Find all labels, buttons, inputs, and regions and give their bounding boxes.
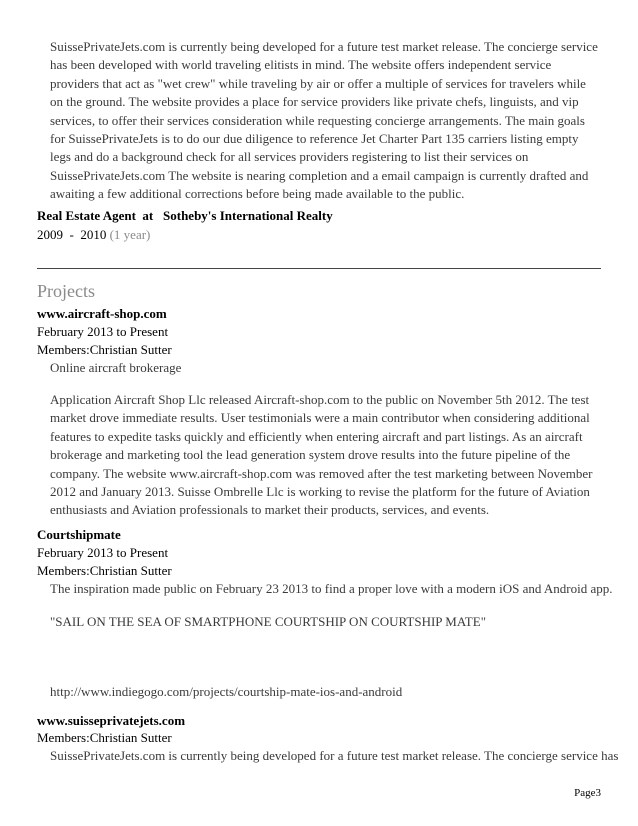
job-dates: 2009 - 2010 xyxy=(37,227,107,242)
project-dates: February 2013 to Present xyxy=(37,324,169,339)
project-quote: "SAIL ON THE SEA OF SMARTPHONE COURTSHIP ON COURTSHIP MATE" xyxy=(50,614,486,629)
job-duration: (1 year) xyxy=(109,227,151,242)
project-name: Courtshipmate xyxy=(37,527,121,542)
project-dates: February 2013 to Present xyxy=(37,545,169,560)
section-title-projects: Projects xyxy=(37,281,95,301)
project-name: www.aircraft-shop.com xyxy=(37,306,167,321)
project-members: Members:Christian Sutter xyxy=(37,342,172,357)
project-members: Members:Christian Sutter xyxy=(37,730,172,745)
section-divider xyxy=(37,268,601,269)
project-description: Application Aircraft Shop Llc released Aircraft-shop.com to the public on November 5th 2012. The test market drove immediate results. User testimonials were a main contributor when considering additional features to expedite tasks quickly and efficiently when entering aircraft and part listings. As an aircraft brokerage and marketing tool the lead generation system drove results into the future pipeline of the company. The website www.aircraft-shop.com was removed after the test marketing between November 2012 and January 2013. Suisse Ombrelle Llc is working to revise the platform for the future of Aviation enthusiasts and Aviation professionals to market their products, services, and events. xyxy=(50,392,593,518)
project-text: The inspiration made public on February 23 2013 to find a proper love with a modern iOS and Android app. xyxy=(50,581,613,596)
page-number: Page3 xyxy=(574,787,601,799)
job-dates-row xyxy=(37,227,150,243)
project-text: SuissePrivateJets.com is currently being developed for a future test market release. The concierge service has xyxy=(50,748,619,763)
project-link[interactable]: http://www.indiegogo.com/projects/courtship-mate-ios-and-android xyxy=(50,684,403,699)
project-members: Members:Christian Sutter xyxy=(37,563,172,578)
intro-paragraph: SuissePrivateJets.com is currently being developed for a future test market release. The concierge service has been developed with world traveling elitists in mind. The website offers independent service providers that act as "wet crew" while traveling by air or offer a multiple of services for travelers while on the ground. The website provides a place for service providers like private chefs, linguists, and vip services, to offer their services consideration while requesting concierge arrangements. The main goals for SuissePrivateJets is to do our due diligence to reference Jet Charter Part 135 carriers listing empty legs and do a background check for all services providers registering to list their services on SuissePrivateJets.com The website is nearing completion and a email campaign is currently drafted and awaiting a few additional corrections before being made available to the public. xyxy=(50,39,598,202)
project-name: www.suisseprivatejets.com xyxy=(37,713,186,728)
job-title: Real Estate Agent at Sotheby's International Realty xyxy=(37,208,333,223)
project-subtitle: Online aircraft brokerage xyxy=(50,360,182,375)
